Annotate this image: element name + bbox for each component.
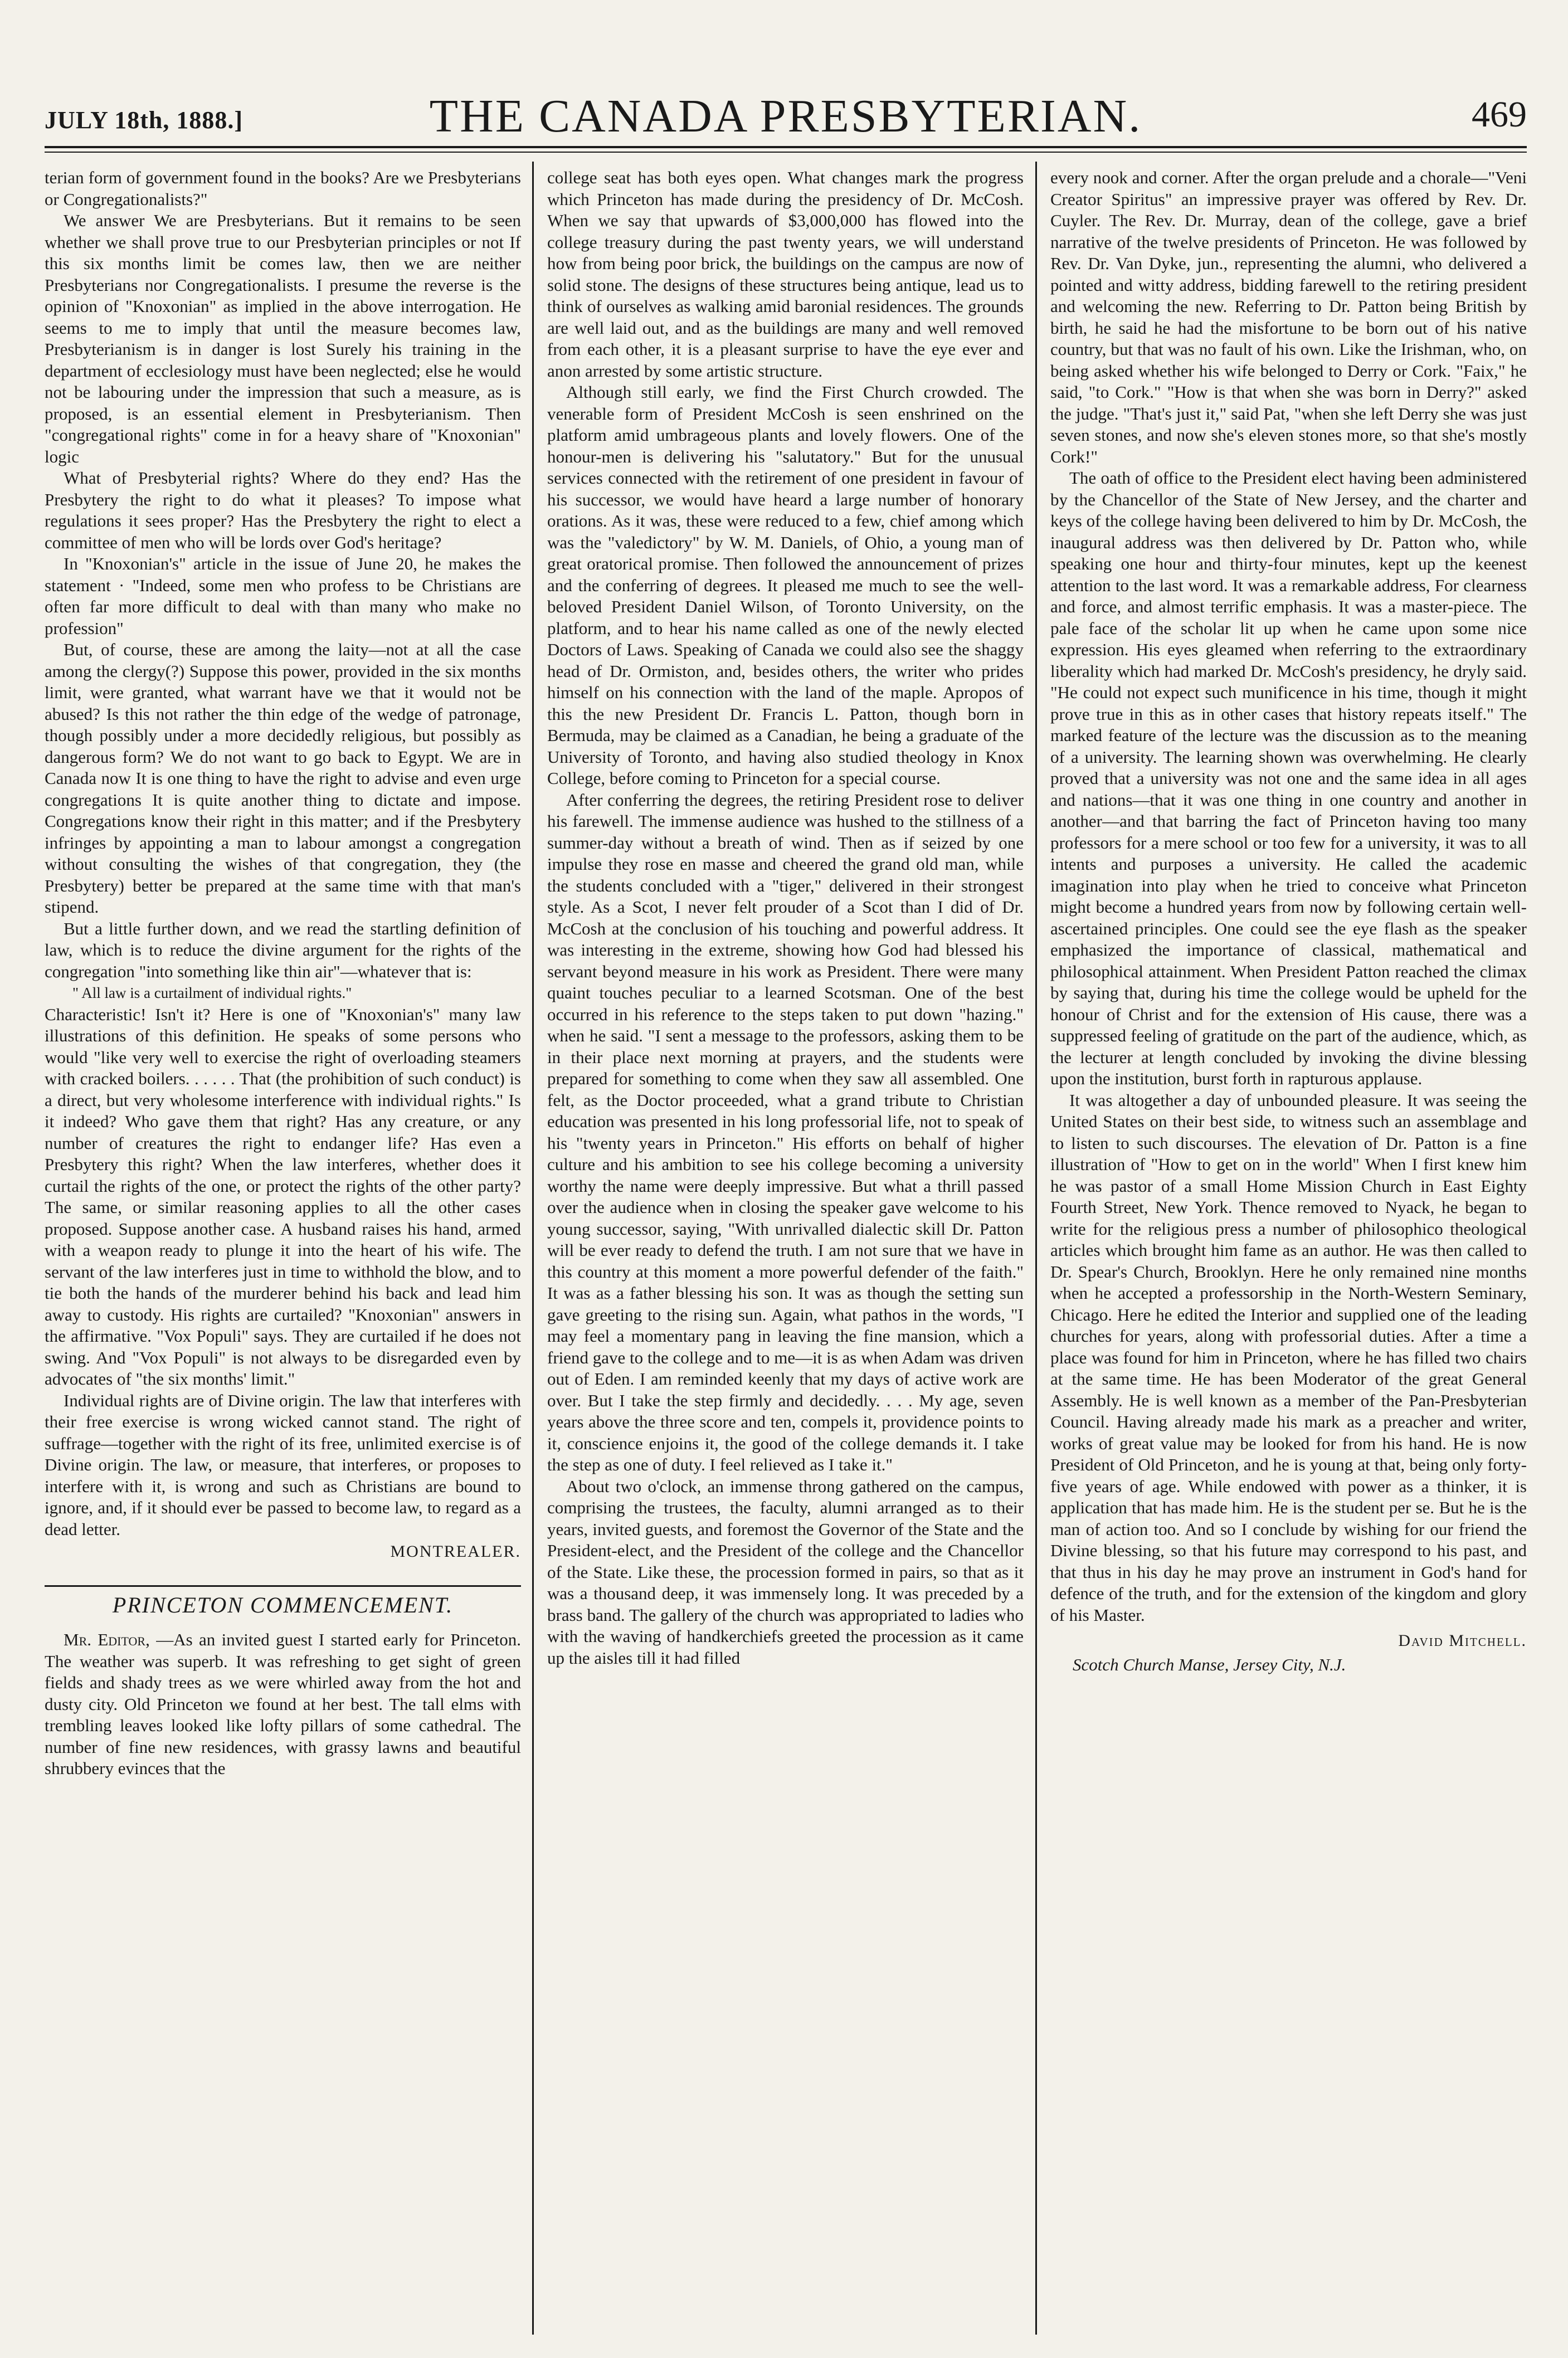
column-divider [1035, 162, 1037, 2335]
column-1 [45, 167, 521, 2262]
paragraph: What of Presbyterial rights? Where do they end? Has the Presbytery the right to do what it pleases? To impose what regulations it sees proper? Has the Presbytery the right to elect a committee of men who will be lords over God's heritage? [45, 468, 521, 552]
author-location: Scotch Church Manse, Jersey City, N.J. [1073, 1654, 1346, 1674]
paragraph-text: —As an invited guest I started early for Princeton. The weather was superb. It was refreshing to get sight of green fields and shady trees as we were whirled away from the hot and dusty city. Old Princeton we found at her best. The tall elms with trembling leaves looked like lofty pillars of some cathedral. The number of fine new residences, with grassy lawns and beautiful shrubbery evinces that the [45, 1630, 521, 1778]
block-quote: " All law is a curtailment of individual rights." [72, 985, 352, 1001]
paragraph: But, of course, these are among the laity—not at all the case among the clergy(?) Suppose this power, provided in the six months limit, were granted, what warrant have we that it would not be abused? Is this not rather the thin edge of the wedge of patronage, though possibly under a more decidedly religious, but possibly as dangerous form? We do not want to go back to Egypt. We are in Canada now It is one thing to have the right to advise and even urge congregations It is quite another thing to dictate and impose. Congregations know their right in this matter; and if the Presbytery infringes by appointing a man to labour amongst a congregation without consulting the wishes of that congregation, they (the Presbytery) better be prepared at the same time with that man's stipend. [45, 640, 521, 917]
paragraph: Individual rights are of Divine origin. The law that interferes with their free exercise is wrong wicked cannot stand. The right of suffrage—together with the right of its free, unlimited exercise is of Divine origin. The law, or measure, that interferes, or proposes to interfere with it, is wrong and such as Christians are bound to ignore, and, if it should ever be passed to become law, to regard as a dead letter. [45, 1390, 521, 1539]
column-3 [1050, 167, 1527, 2262]
paragraph: We answer We are Presbyterians. But it remains to be seen whether we shall prove true to our Presbyterian principles or not If this six months limit be comes law, then we are neither Presbyterians nor Congregationalists. I presume the reverse is the opinion of "Knoxonian" as implied in the above interrogation. He seems to me to imply that until the measure becomes law, Presbyterianism is in danger is lost Surely his training in the department of ecclesiology must have been neglected; else he would not be labouring under the impression that such a measure, as is proposed, is an essential element in Presbyterianism. Then "congregational rights" come in for a heavy share of "Knoxonian" logic [45, 211, 521, 466]
page-header [45, 84, 1527, 145]
paragraph: terian form of government found in the books? Are we Presbyterians or Congregationalists?" [45, 168, 521, 209]
column-divider [532, 162, 534, 2335]
paragraph: After conferring the degrees, the retiring President rose to deliver his farewell. The immense audience was hushed to the stillness of a summer-day without a breath of wind. Then as if seized by one impulse they rose en masse and cheered the grand old man, while the students concluded with a "tiger," delivered in their strongest style. As a Scot, I never felt prouder of a Scot than I did of Dr. McCosh at the conclusion of his touching and powerful address. It was interesting in the extreme, showing how God had blessed his servant beyond measure in his work as President. There were many quaint touches peculiar to a learned Scotsman. One of the best occurred in his reference to the steps taken to put down "hazing." when he said. "I sent a message to the professors, asking them to be in their place next morning at prayers, and the students were prepared for something to come when they saw all assembled. One felt, as the Doctor proceeded, what a grand tribute to Christian education was presented in his long professorial life, not to speak of his "twenty years in Princeton." His efforts on behalf of higher culture and his ambition to see his college becoming a university worthy the name were deeply impressive. But what a thrill passed over the audience when in closing the speaker gave welcome to his young successor, saying, "With unrivalled dialectic skill Dr. Patton will be ever ready to defend the truth. I am not sure that we have in this country at this moment a more powerful defender of the faith." It was as a father blessing his son. It was as though the setting sun gave greeting to the rising sun. Again, what pathos in the words, "I may feel a momentary pang in leaving the fine mansion, which a friend gave to the college and to me—it is as when Adam was driven out of Eden. I am reminded keenly that my days of active work are over. But I take the step firmly and decidedly. . . . My age, seven years above the three score and ten, compels it, providence points to it, conscience enjoins it, the good of the college demands it. I take the step as one of duty. I feel relieved as I take it." [547, 790, 1024, 1474]
paragraph: college seat has both eyes open. What changes mark the progress which Princeton has made during the presidency of Dr. McCosh. When we say that upwards of $3,000,000 has flowed into the college treasury during the past twenty years, we will understand how from being poor brick, the buildings on the campus are now of solid stone. The designs of these structures being antique, lead us to think of ourselves as walking amid baronial residences. The grounds are well laid out, and as the buildings are many and well removed from each other, it is a pleasant surprise to have the eye ever and anon arrested by some artistic structure. [547, 168, 1024, 381]
paragraph: In "Knoxonian's" article in the issue of June 20, he makes the statement · "Indeed, some men who profess to be Christians are often far more difficult to deal with than many who make no profession" [45, 554, 521, 638]
paragraph: Although still early, we find the First Church crowded. The venerable form of President McCosh is seen enshrined on the platform amid umbrageous plants and lovely flowers. One of the honour-men is delivering his "salutatory." But for the unusual services connected with the retirement of one president in favour of his successor, we would have heard a large number of honorary orations. As it was, these were reduced to a few, chief among which was the "valedictory" by W. M. Daniels, of Ohio, a young man of great oratorical promise. Then followed the announcement of prizes and the conferring of degrees. It pleased me much to see the well-beloved President Daniel Wilson, of Toronto University, on the platform, and to hear his name called as one of the newly elected Doctors of Laws. Speaking of Canada we could also see the shaggy head of Dr. Ormiston, and, besides others, the writer who prides himself on his connection with the land of the maple. Apropos of this the new President Dr. Francis L. Patton, though born in Bermuda, may be claimed as a Canadian, he being a graduate of the University of Toronto, and having also studied theology in Knox College, before coming to Princeton for a special course. [547, 382, 1024, 788]
issue-date: JULY 18th, 1888.] [45, 106, 244, 134]
paragraph [45, 1629, 521, 1780]
salutation: Mr. Editor, [64, 1630, 150, 1649]
paragraph: It was altogether a day of unbounded pleasure. It was seeing the United States on their best side, to witness such an assemblage and to listen to such discourses. The elevation of Dr. Patton is a fine illustration of "How to get on in the world" When I first knew him he was pastor of a small Home Mission Church in East Eighty Fourth Street, New York. Thence removed to Nyack, he began to write for the religious press a number of philosophico theological articles which brought him fame as an author. He was then called to Dr. Spear's Church, Brooklyn. Here he only remained nine months when he accepted a professorship in the North-Western Seminary, Chicago. Here he edited the Interior and supplied one of the leading churches for years, along with professorial duties. After a time a place was found for him in Princeton, where he has filled two chairs at the same time. He has been Moderator of the great General Assembly. He is well known as a member of the Pan-Presbyterian Council. Having already made his mark as a preacher and writer, works of great value may be looked for from his hand. He is now President of Old Princeton, and he is young at that, being only forty-five years of age. While endowed with power as a thinker, it is application that has made him. He is the student per se. But he is the man of action too. And so I conclude by wishing for our friend the Divine blessing, so that his future may correspond to his past, and that thus in his day he may prove an instrument in God's hand for defence of the truth, and for the extension of the kingdom and glory of his Master. [1050, 1090, 1527, 1625]
header-rule-thin [45, 152, 1527, 153]
article-title: PRINCETON COMMENCEMENT. [112, 1592, 454, 1618]
section-divider [45, 1585, 521, 1587]
paragraph: The oath of office to the President elect having been administered by the Chancellor of the State of New Jersey, and the charter and keys of the college having been delivered to him by Dr. McCosh, the inaugural address was then delivered by Dr. Patton who, while speaking one hour and thirty-four minutes, kept up the keenest attention to the last word. It was a remarkable address, For clearness and force, and almost terrific emphasis. It was a master-piece. The pale face of the scholar lit up when he came upon some nice expression. His eyes gleamed when referring to the extraordinary liberality which had marked Dr. McCosh's presidency, he dryly said. "He could not expect such munificence in his time, though it might prove true in this as in other cases that history repeats itself." The marked feature of the lecture was the discussion as to the meaning of a university. The learning shown was overwhelming. He clearly proved that a university was not one and the same idea in all ages and nations—that it was one thing in one country and another in another—and that barring the fact of Princeton having too many professors for a mere school or too few for a university, it was to all intents and purposes a university. He called the academic imagination into play when he tried to conceive what Princeton might become a hundred years from now by following certain well-ascertained principles. One could see the eye flash as the speaker emphasized the importance of classical, mathematical and philosophical attainment. When President Patton reached the climax by saying that, during his time the college would be upheld for the honour of Christ and for the extension of His cause, there was a suppressed feeling of gratitude on the part of the audience, which, as the lecturer at length concluded by invoking the divine blessing upon the institution, burst forth in rapturous applause. [1050, 468, 1527, 1088]
author-signature: MONTREALER. [390, 1542, 521, 1561]
author-signature: David Mitchell. [1398, 1631, 1527, 1650]
paragraph: Characteristic! Isn't it? Here is one of "Knoxonian's" many law illustrations of this definition. He speaks of some persons who would "like very well to exercise the right of overloading steamers with cracked boilers. . . . . . That (the prohibition of such conduct) is a direct, but very wholesome interference with individual rights." Is it indeed? Who gave them that right? Has any creature, or any number of creatures the right to endanger life? Has even a Presbytery this right? When the law interferes, whether does it curtail the rights of the one, or protect the rights of the other party? The same, or similar reasoning applies to all the other cases proposed. Suppose another case. A husband raises his hand, armed with a weapon ready to plunge it into the heart of his wife. The servant of the law interferes just in time to withhold the blow, and to tie both the hands of the murderer behind his back and lead him away to custody. His rights are curtailed? "Knoxonian" answers in the affirmative. "Vox Populi" says. They are curtailed if he does not swing. And "Vox Populi" is not always to be disregarded even by advocates of "the six months' limit." [45, 1004, 521, 1389]
paragraph: But a little further down, and we read the startling definition of law, which is to reduce the divine argument for the rights of the congregation "into something like thin air"—whatever that is: [45, 918, 521, 981]
masthead-title: THE CANADA PRESBYTERIAN. [429, 90, 1142, 142]
column-2 [547, 167, 1024, 2262]
paragraph: every nook and corner. After the organ prelude and a chorale—"Veni Creator Spiritus" an impressive prayer was offered by Rev. Dr. Cuyler. The Rev. Dr. Murray, dean of the college, gave a brief narrative of the twelve presidents of Princeton. He was followed by Rev. Dr. Van Dyke, jun., representing the alumni, who delivered a pointed and witty address, bidding farewell to the retiring president and welcoming the new. Referring to Dr. Patton being British by birth, he said he had the misfortune to be born out of his native country, but that was no fault of his own. Like the Irishman, who, on being asked whether his wife belonged to Derry or Cork. "Faix," he said, "to Cork." "How is that when she was born in Derry?" asked the judge. "That's just it," said Pat, "when she left Derry she was just seven stones, and now she's eleven stones more, so that she's mostly Cork!" [1050, 168, 1527, 466]
page-number: 469 [1472, 94, 1527, 135]
paragraph: About two o'clock, an immense throng gathered on the campus, comprising the trustees, the faculty, alumni arranged as to their years, invited guests, and foremost the Governor of the State and the President-elect, and the President of the college and the Chancellor of the State. Like these, the procession formed in pairs, so that as it was a thousand deep, it was immensely long. It was preceded by a brass band. The gallery of the church was appropriated to ladies who with the waving of handkerchiefs greeted the procession as it came up the aisles till it had filled [547, 1476, 1024, 1668]
header-rule [45, 146, 1527, 148]
